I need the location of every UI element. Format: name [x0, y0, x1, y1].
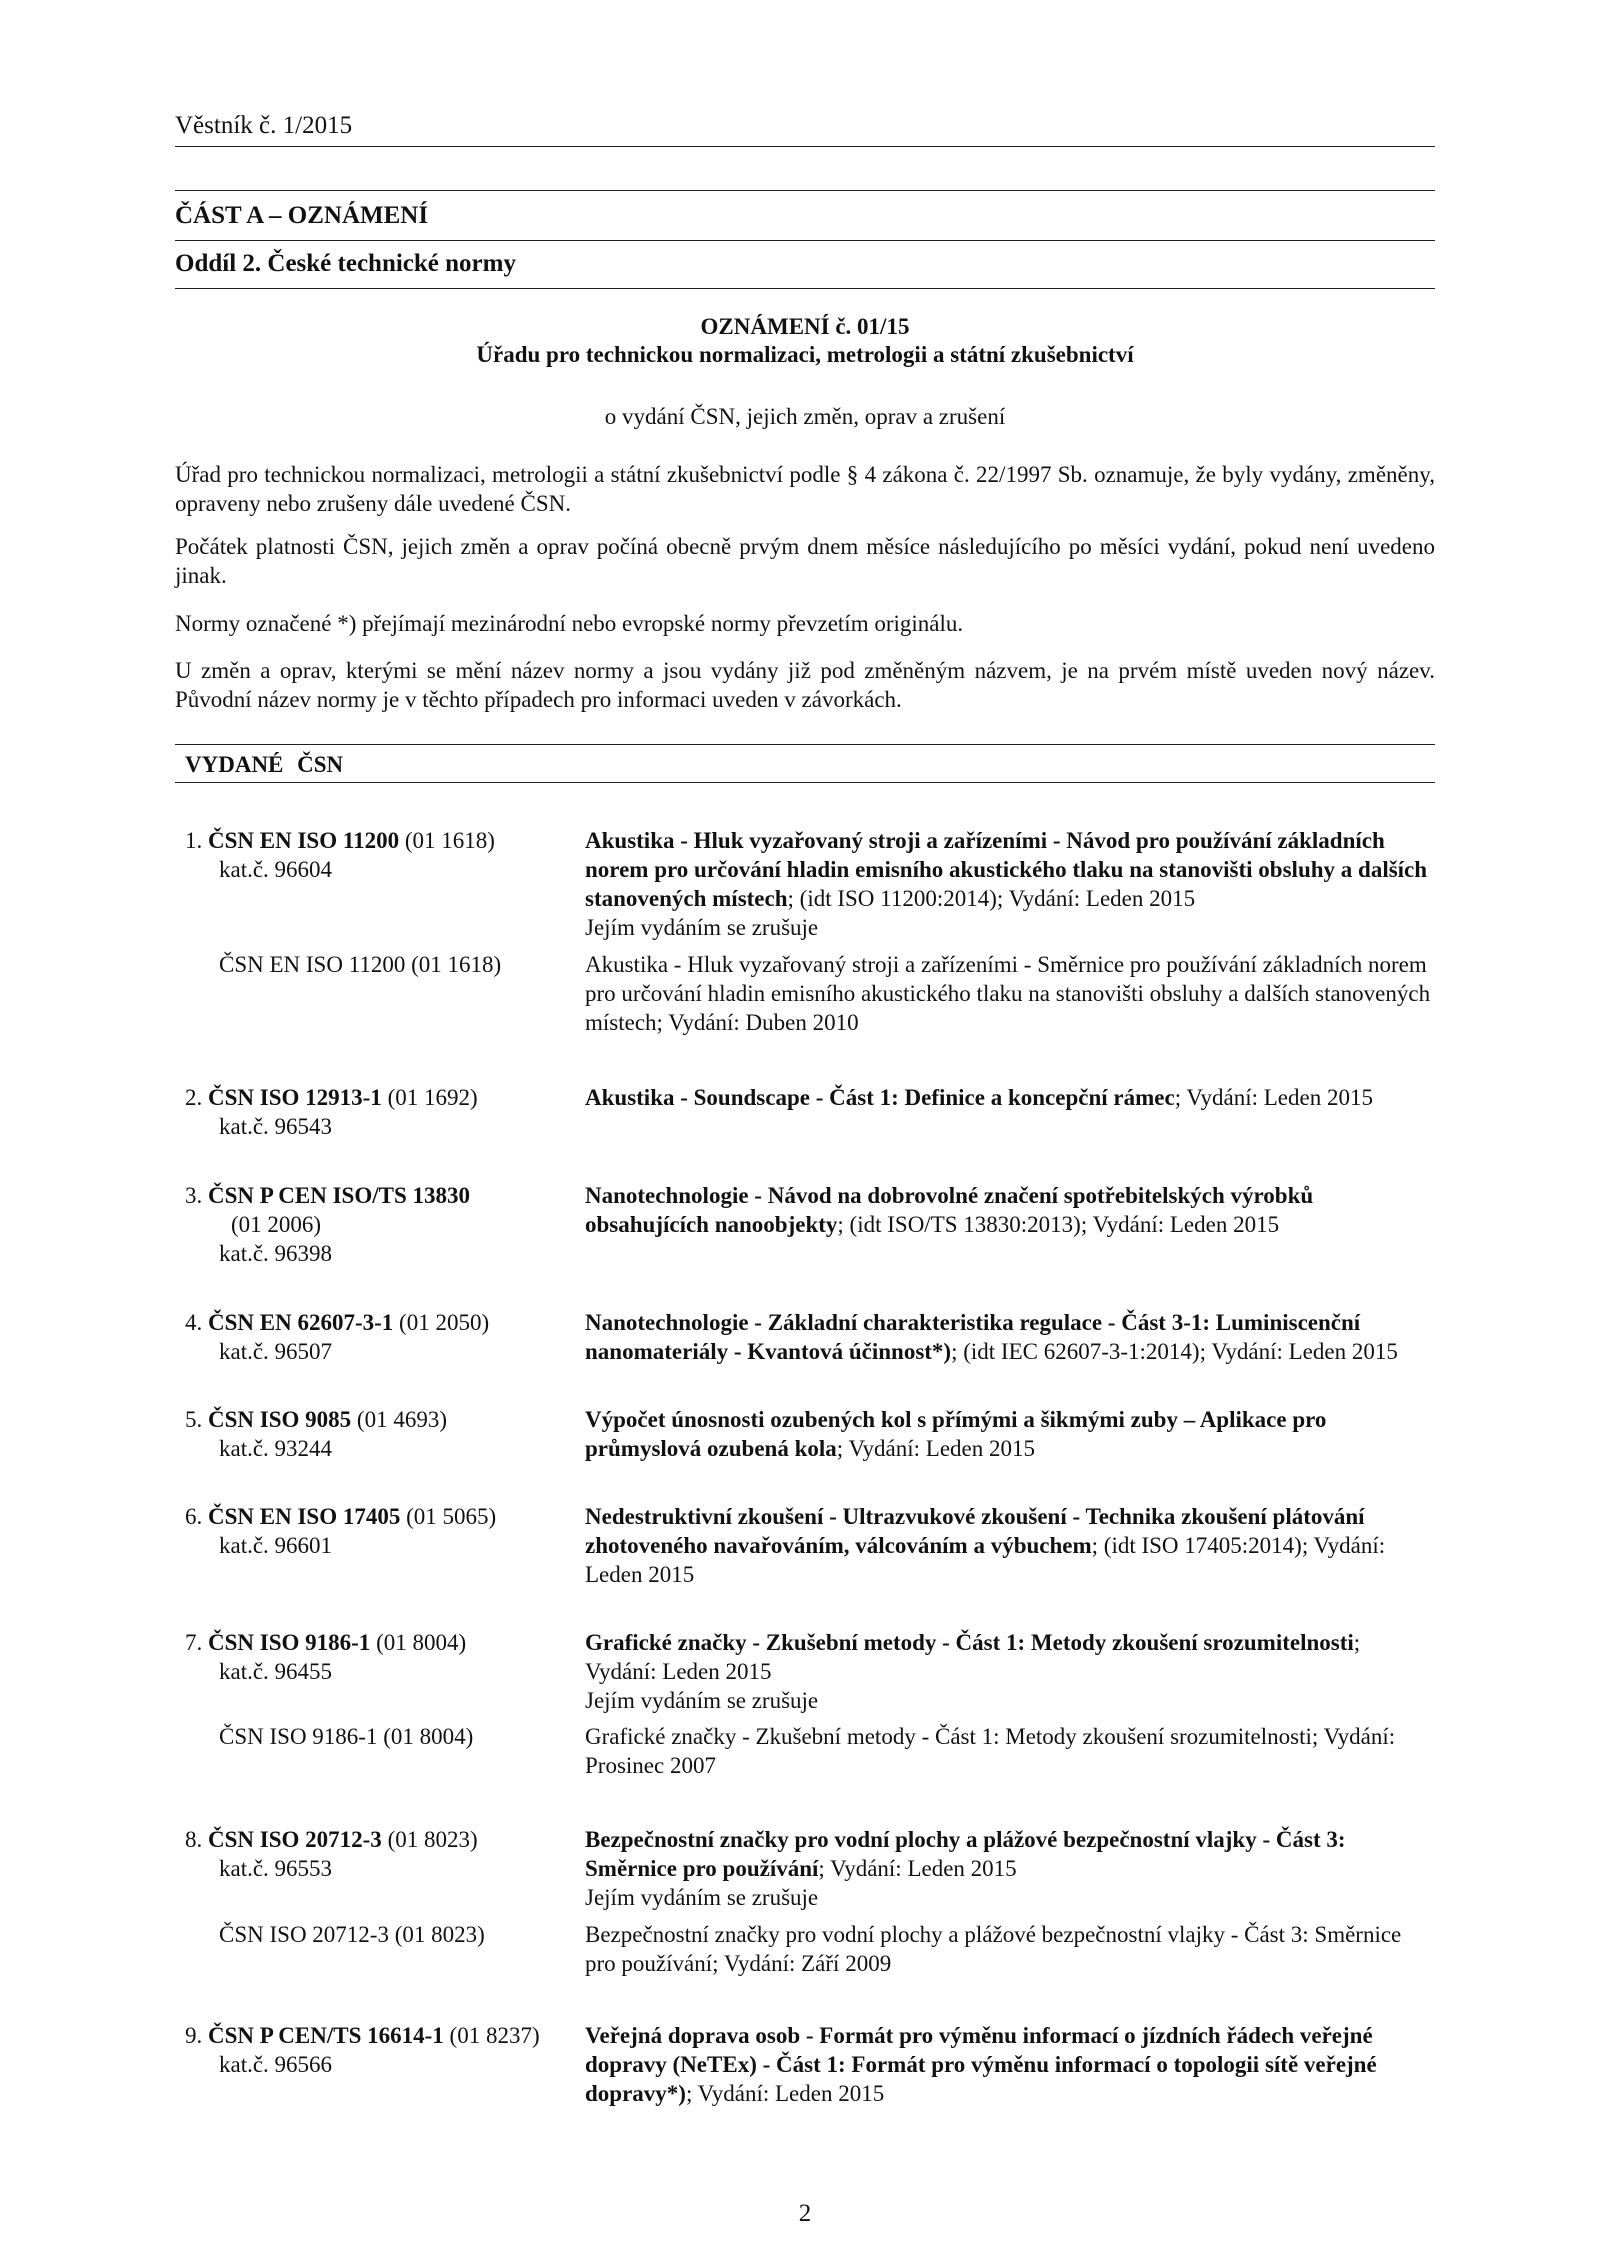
divider — [175, 288, 1435, 289]
intro-paragraph: Počátek platnosti ČSN, jejich změn a oprav počíná obecně prvým dnem měsíce následujícího po měsíci vydání, pokud není uvedeno jinak. — [175, 534, 1435, 588]
part-heading: ČÁST A – OZNÁMENÍ — [175, 202, 429, 229]
divider — [175, 744, 1435, 745]
divider — [175, 240, 1435, 241]
intro-paragraph: U změn a oprav, kterými se mění název normy a jsou vydány již pod změněným názvem, je na prvém místě uveden nový název. Původní název normy je v těchto případech pro informaci uveden v závorkách. — [175, 658, 1435, 712]
notice-title: OZNÁMENÍ č. 01/15 — [700, 314, 910, 339]
section-heading: Oddíl 2. České technické normy — [175, 250, 516, 277]
issued-standards-heading: VYDANÉ ČSN — [185, 752, 344, 777]
notice-issuer: Úřadu pro technickou normalizaci, metrologii a státní zkušebnictví — [476, 342, 1134, 367]
intro-paragraph: Normy označené *) přejímají mezinárodní nebo evropské normy převzetím originálu. — [175, 611, 964, 636]
journal-header: Věstník č. 1/2015 — [175, 112, 353, 139]
divider — [175, 146, 1435, 147]
divider — [175, 782, 1435, 783]
intro-paragraph: Úřad pro technickou normalizaci, metrologii a státní zkušebnictví podle § 4 zákona č. 22/1997 Sb. oznamuje, že byly vydány, změněny, opraveny nebo zrušeny dále uvedené ČSN. — [175, 462, 1435, 516]
page-number: 2 — [798, 2200, 812, 2227]
divider — [175, 190, 1435, 191]
notice-subject: o vydání ČSN, jejich změn, oprav a zrušení — [604, 404, 1006, 429]
